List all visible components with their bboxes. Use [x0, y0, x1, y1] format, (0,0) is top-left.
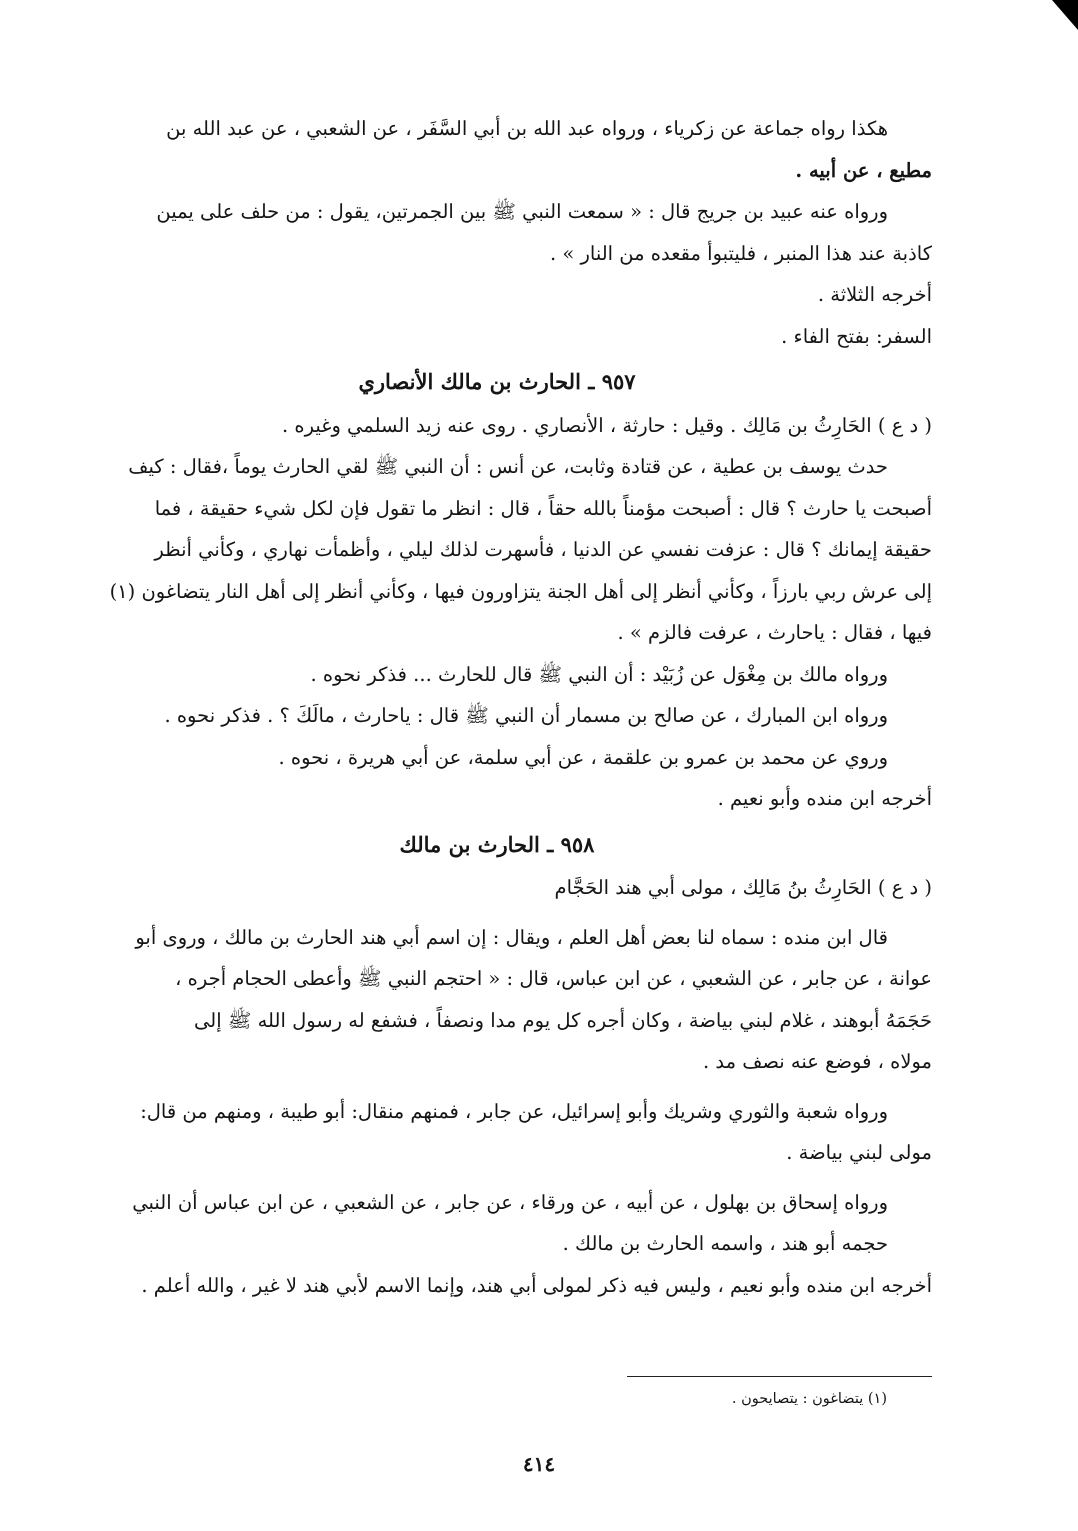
text-line: قال ابن منده : سماه لنا بعض أهل العلم ، ويقال : إن اسم أبي هند الحارث بن مالك ، وروى أبو [135, 925, 888, 949]
text-line: إلى عرش ربي بارزاً ، وكأني أنظر إلى أهل الجنة يتزاورون فيها ، وكأني أنظر إلى أهل النار يتضاغون (١) [109, 579, 932, 603]
text-line: مولاه ، فوضع عنه نصف مد . [702, 1050, 932, 1073]
text-line: أخرجه الثلاثة . [817, 283, 932, 306]
entry-heading-957: ٩٥٧ ـ الحارث بن مالك الأنصاري [358, 369, 636, 394]
text-line: أصبحت يا حارث ؟ قال : أصبحت مؤمناً بالله حقاً ، قال : انظر ما تقول فإن لكل شيء حقيقة ، فما [154, 496, 932, 520]
page-body [62, 108, 932, 1306]
text-line: السفر: بفتح الفاء . [781, 324, 932, 348]
text-line: فيها ، فقال : ياحارث ، عرفت فالزم » . [617, 621, 932, 644]
text-line: حجمه أبو هند ، واسمه الحارث بن مالك . [562, 1232, 888, 1255]
footnote-area [62, 1376, 932, 1407]
text-line: حَجَمَهُ أبوهند ، غلام لبني بياضة ، وكان أجره كل يوم مدا ونصفاً ، فشفع له رسول الله ﷺ إلى [194, 1008, 932, 1032]
text-line: مطيع ، عن أبيه . [795, 158, 932, 182]
text-line: هكذا رواه جماعة عن زكرياء ، ورواه عبد الله بن أبي السَّفَر ، عن الشعبي ، عن عبد الله بن [166, 117, 888, 140]
text-line: ( د ع ) الحَارِثُ بنُ مَالِك ، مولى أبي هند الحَجَّام [554, 876, 932, 899]
text-line: كاذبة عند هذا المنبر ، فليتبوأ مقعده من النار » . [549, 241, 932, 265]
page-number: ٤١٤ [522, 1452, 556, 1476]
footnote: (١) يتضاغون : يتصايحون . [731, 1391, 887, 1407]
text-line: أخرجه ابن منده وأبو نعيم . [717, 787, 932, 810]
text-line: ورواه ابن المبارك ، عن صالح بن مسمار أن النبي ﷺ قال : ياحارث ، مالَكَ ؟ . فذكر نحوه . [164, 704, 888, 727]
text-line: مولى لبني بياضة . [786, 1141, 932, 1164]
text-line: ورواه مالك بن مِغْوَل عن زُبَيْد : أن النبي ﷺ قال للحارث ... فذكر نحوه . [310, 662, 888, 686]
text-line: ورواه إسحاق بن بهلول ، عن أبيه ، عن ورقاء ، عن جابر ، عن الشعبي ، عن ابن عباس أن النبي [132, 1190, 888, 1214]
text-line: حدث يوسف بن عطية ، عن قتادة وثابت، عن أنس : أن النبي ﷺ لقي الحارث يوماً ،فقال : كيف [128, 455, 888, 478]
text-line: حقيقة إيمانك ؟ قال : عزفت نفسي عن الدنيا ، فأسهرت لذلك ليلي ، وأظمأت نهاري ، وكأني أنظر [154, 538, 932, 561]
entry-heading-958: ٩٥٨ ـ الحارث بن مالك [399, 831, 595, 857]
text-line: وروي عن محمد بن عمرو بن علقمة ، عن أبي سلمة، عن أبي هريرة ، نحوه . [278, 745, 888, 769]
corner-mark [1052, 0, 1078, 30]
text-line: أخرجه ابن منده وأبو نعيم ، وليس فيه ذكر لمولى أبي هند، وإنما الاسم لأبي هند لا غير ، والله أعلم . [141, 1273, 932, 1297]
text-line: ورواه شعبة والثوري وشريك وأبو إسرائيل، عن جابر ، فمنهم منقال: أبو طيبة ، ومنهم من قال: [140, 1099, 888, 1123]
text-line: عوانة ، عن جابر ، عن الشعبي ، عن ابن عباس، قال : « احتجم النبي ﷺ وأعطى الحجام أجره ، [175, 967, 932, 990]
footnote-rule [627, 1376, 932, 1377]
text-line: ( د ع ) الحَارِثُ بن مَالِك . وقيل : حارثة ، الأنصاري . روى عنه زيد السلمي وغيره . [281, 413, 932, 437]
text-line: ورواه عنه عبيد بن جريج قال : « سمعت النبي ﷺ بين الجمرتين، يقول : من حلف على يمين [156, 200, 888, 223]
